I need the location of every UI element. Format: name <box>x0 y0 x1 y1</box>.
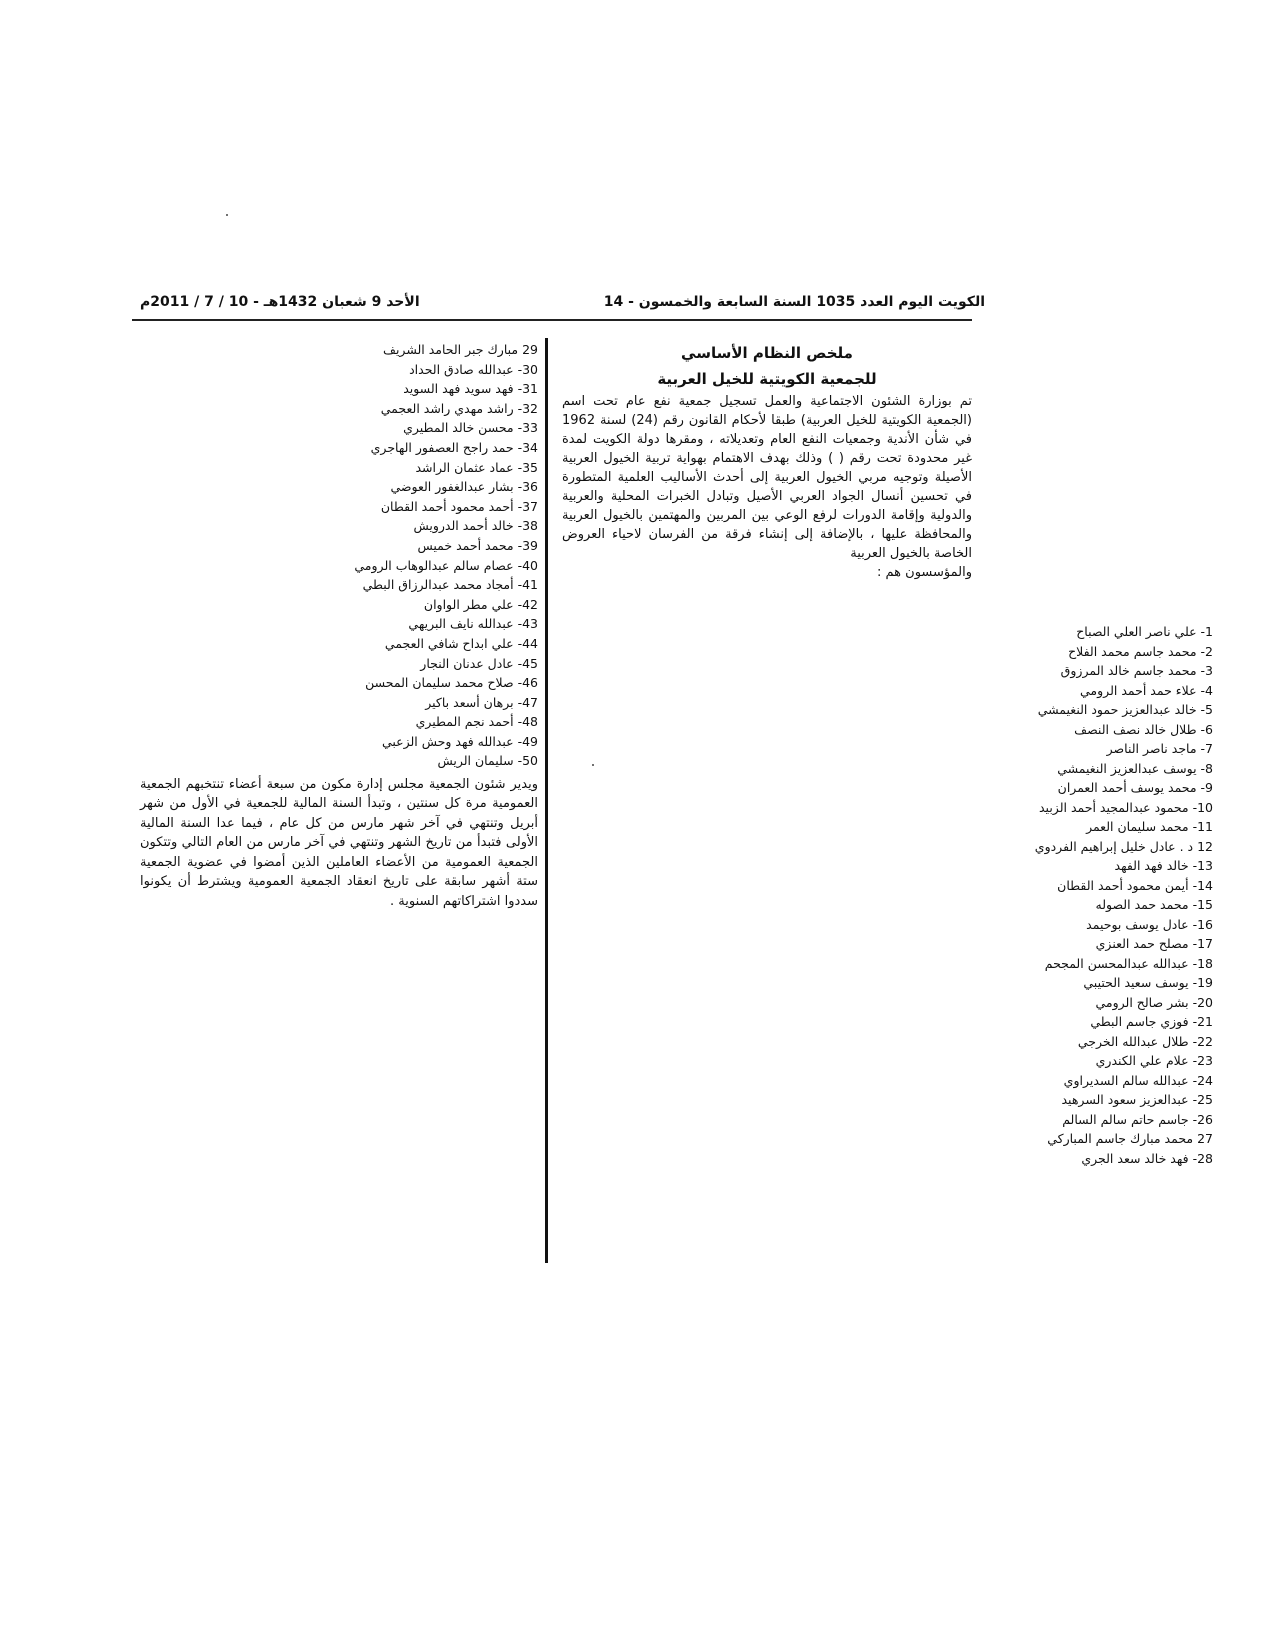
list-item: 20- بشر صالح الرومي <box>1095 994 1213 1010</box>
scan-speck <box>226 214 228 216</box>
list-item: 15- محمد حمد الصوله <box>1095 897 1213 912</box>
list-item: 38- خالد أحمد الدرويش <box>413 518 538 534</box>
right-column <box>562 340 972 582</box>
list-item: 9- محمد يوسف أحمد العمران <box>1057 780 1213 795</box>
list-item: 39- محمد أحمد خميس <box>417 537 538 553</box>
list-item: 44- علي ابداح شافي العجمي <box>384 635 538 651</box>
list-item: 27 محمد مبارك جاسم المباركي <box>1047 1131 1213 1146</box>
list-item: 33- محسن خالد المطيري <box>403 420 538 436</box>
list-item: 34- حمد راجح العصفور الهاجري <box>370 439 538 455</box>
list-item: 21- فوزي جاسم البطي <box>1090 1014 1213 1029</box>
header-rule <box>132 319 972 321</box>
list-item: 3- محمد جاسم خالد المرزوق <box>1060 663 1213 678</box>
header-issue-info: الكويت اليوم العدد 1035 السنة السابعة والخمسون - 14 <box>603 294 985 310</box>
list-item: 36- بشار عبدالغفور العوضي <box>390 479 538 495</box>
list-item: 45- عادل عدنان النجار <box>420 655 538 671</box>
list-item: 32- راشد مهدي راشد العجمي <box>380 400 538 416</box>
list-item: 10- محمود عبدالمجيد أحمد الزبيد <box>1038 799 1213 815</box>
list-item: 47- برهان أسعد باكير <box>425 694 538 710</box>
list-item: 8- يوسف عبدالعزيز النغيمشي <box>1057 760 1213 776</box>
list-item: 14- أيمن محمود أحمد القطان <box>1057 877 1213 893</box>
founders-list-right <box>913 622 1213 1168</box>
list-item: 29 مبارك جبر الحامد الشريف <box>383 342 538 357</box>
list-item: 2- محمد جاسم محمد الفلاح <box>1068 643 1213 659</box>
left-column <box>140 340 538 911</box>
article-intro: تم بوزارة الشئون الاجتماعية والعمل تسجيل جمعية نفع عام تحت اسم (الجمعية الكويتية للخيل العربية) طبقا لأحكام القانون رقم (24) لسنة 1962 في شأن الأندية وجمعيات النفع العام وتعديلاته ، ومقرها دولة الكويت لمدة غير محدودة تحت رقم ( ) وذلك بهدف الاهتمام بهواية تربية الخيول العربية الأصيلة وتوجيه مربي الخيول العربية إلى أحدث الأساليب العلمية المتطورة في تحسين أنسال الجواد العربي الأصيل وتبادل الخبرات المحلية والعربية والدولية وإقامة الدورات لرفع الوعي بين المربين والمهتمين بالخيول العربية والمحافظة عليها ، بالإضافة إلى إنشاء فرقة من الفرسان لاحياء العروض الخاصة بالخيول العربية <box>562 394 972 561</box>
founders-intro: والمؤسسون هم : <box>877 565 972 580</box>
header-date: الأحد 9 شعبان 1432هـ - 10 / 7 / 2011م <box>140 294 420 310</box>
list-item: 40- عصام سالم عبدالوهاب الرومي <box>354 557 538 573</box>
list-item: 46- صلاح محمد سليمان المحسن <box>365 675 538 691</box>
list-item: 16- عادل يوسف بوحيمد <box>1086 916 1213 932</box>
list-item: 6- طلال خالد نصف النصف <box>1074 721 1213 737</box>
list-item: 42- علي مطر الواوان <box>423 596 538 612</box>
list-item: 11- محمد سليمان العمر <box>1086 819 1213 834</box>
list-item: 41- أمجاد محمد عبدالرزاق البطي <box>362 577 538 593</box>
list-item: 19- يوسف سعيد الحتيبي <box>1083 975 1213 990</box>
column-divider <box>545 338 548 1263</box>
list-item: 5- خالد عبدالعزيز حمود النغيمشي <box>1037 702 1213 717</box>
list-item: 17- مصلح حمد العنزي <box>1095 936 1213 951</box>
list-item: 35- عماد عثمان الراشد <box>415 459 538 475</box>
article-subtitle: للجمعية الكويتية للخيل العربية <box>657 370 877 388</box>
scan-speck <box>592 764 594 766</box>
list-item: 7- ماجد ناصر الناصر <box>1106 741 1213 756</box>
list-item: 23- علام علي الكندري <box>1095 1053 1213 1068</box>
list-item: 48- أحمد نجم المطيري <box>415 714 538 730</box>
list-item: 24- عبدالله سالم السديراوي <box>1063 1072 1213 1088</box>
list-item: 25- عبدالعزيز سعود السرهيد <box>1061 1092 1213 1107</box>
founders-list-left <box>140 340 538 771</box>
list-item: 49- عبدالله فهد وحش الزعبي <box>381 733 538 749</box>
list-item: 4- علاء حمد أحمد الرومي <box>1080 682 1213 698</box>
list-item: 22- طلال عبدالله الخرجي <box>1077 1033 1213 1049</box>
list-item: 26- جاسم حاتم سالم السالم <box>1062 1111 1213 1127</box>
list-item: 37- أحمد محمود أحمد القطان <box>380 498 538 514</box>
list-item: 43- عبدالله نايف البريهي <box>408 616 538 632</box>
article-title: ملخص النظام الأساسي <box>681 344 853 362</box>
list-item: 18- عبدالله عبدالمحسن المجحم <box>1044 955 1213 971</box>
list-item: 50- سليمان الريش <box>437 753 538 769</box>
list-item: 28- فهد خالد سعد الجري <box>1081 1150 1213 1166</box>
list-item: 13- خالد فهد الفهد <box>1114 858 1213 873</box>
closing-paragraph: ويدير شئون الجمعية مجلس إدارة مكون من سبعة أعضاء تنتخبهم الجمعية العمومية مرة كل سنتين ، وتبدأ السنة المالية للجمعية في الأول من شهر أبريل وتنتهي في آخر شهر مارس من كل عام ، فيما عدا السنة المالية الأولى فتبدأ من تاريخ الشهر وتنتهي في آخر مارس من العام التالي وتتكون الجمعية العمومية من الأعضاء العاملين الذين أمضوا في عضوية الجمعية ستة أشهر سابقة على تاريخ انعقاد الجمعية العمومية ويشترط أن يكونوا سددوا اشتراكاتهم السنوية . <box>140 777 538 909</box>
list-item: 30- عبدالله صادق الحداد <box>409 361 538 377</box>
list-item: 1- علي ناصر العلي الصباح <box>1076 624 1213 639</box>
list-item: 31- فهد سويد فهد السويد <box>403 381 538 397</box>
list-item: 12 د . عادل خليل إبراهيم الفردوي <box>1034 838 1213 854</box>
